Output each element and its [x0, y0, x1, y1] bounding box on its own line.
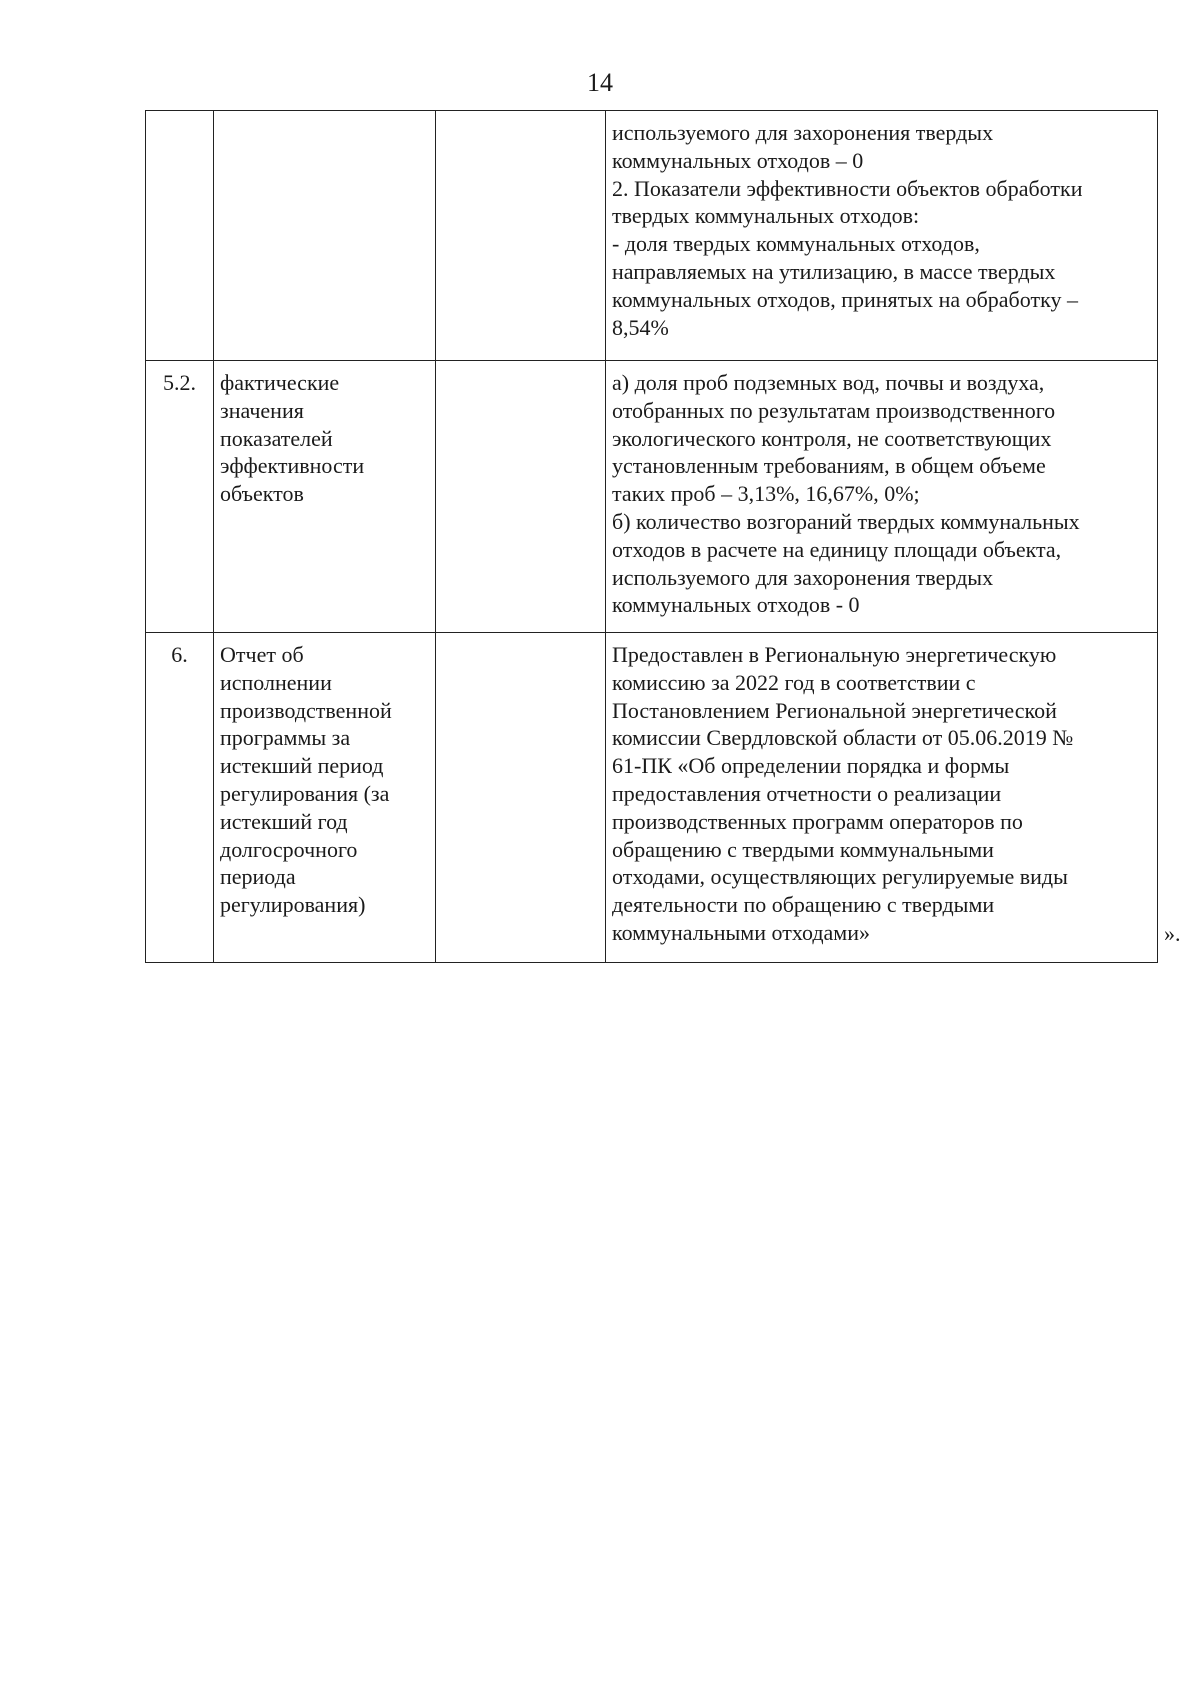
text-line: комиссии Свердловской области от 05.06.2019 №: [612, 725, 1074, 751]
text-line: значения: [220, 397, 304, 423]
empty-cell: [436, 111, 606, 361]
text-line: Предоставлен в Региональную энергетическую: [612, 642, 1057, 667]
text-line: программы за: [220, 725, 351, 751]
text-line: истекший период: [220, 753, 384, 779]
text-line: истекший год: [220, 808, 348, 834]
row-value-cell: [606, 111, 1158, 361]
text-line: таких проб – 3,13%, 16,67%, 0%;: [612, 481, 920, 507]
text-line: б) количество возгораний твердых коммунальных: [612, 508, 1080, 534]
text-line: объектов: [220, 481, 304, 507]
text-line: коммунальных отходов, принятых на обработку –: [612, 286, 1078, 312]
row-value-cell: [606, 633, 1158, 963]
document-table: [145, 110, 1158, 963]
text-line: 8,54%: [612, 314, 669, 340]
text-line: отходами, осуществляющих регулируемые виды: [612, 864, 1068, 890]
text-line: коммунальных отходов – 0: [612, 147, 864, 173]
table-row: [146, 361, 1158, 633]
text-line: предоставления отчетности о реализации: [612, 780, 1002, 806]
text-line: коммунальных отходов - 0: [612, 592, 860, 618]
table-row: [146, 111, 1158, 361]
row-number-cell: 6.: [146, 633, 214, 963]
text-line: 2. Показатели эффективности объектов обработки: [612, 175, 1083, 201]
row-number-cell: 5.2.: [146, 361, 214, 633]
text-line: деятельности по обращению с твердыми: [612, 892, 995, 918]
text-line: твердых коммунальных отходов:: [612, 203, 920, 229]
text-line: регулирования): [220, 892, 366, 918]
page-number: 14: [587, 68, 613, 97]
text-line: отобранных по результатам производственного: [612, 397, 1056, 423]
closing-quote: ».: [1164, 921, 1181, 946]
empty-cell: [436, 633, 606, 963]
text-line: периода: [220, 864, 296, 890]
text-line: комиссию за 2022 год в соответствии с: [612, 669, 976, 695]
text-line: эффективности: [220, 453, 365, 479]
text-line: используемого для захоронения твердых: [612, 120, 994, 145]
row-description-cell: [214, 111, 436, 361]
text-line: - доля твердых коммунальных отходов,: [612, 231, 980, 257]
row-description-cell: [214, 361, 436, 633]
text-line: показателей: [220, 425, 333, 451]
text-line: установленным требованиям, в общем объеме: [612, 453, 1046, 479]
text-line: производственных программ операторов по: [612, 808, 1023, 834]
text-line: исполнении: [220, 669, 332, 695]
text-line: отходов в расчете на единицу площади объекта,: [612, 536, 1062, 562]
text-line: экологического контроля, не соответствующих: [612, 425, 1052, 451]
empty-cell: [436, 361, 606, 633]
text-line: фактические: [220, 370, 340, 395]
text-line: обращению с твердыми коммунальными: [612, 836, 994, 862]
table-row: [146, 633, 1158, 963]
text-line: а) доля проб подземных вод, почвы и воздуха,: [612, 370, 1045, 395]
text-line: Постановлением Региональной энергетической: [612, 697, 1057, 723]
table-body: [146, 111, 1158, 963]
text-line: регулирования (за: [220, 780, 390, 806]
text-line: долгосрочного: [220, 836, 358, 862]
text-line: используемого для захоронения твердых: [612, 564, 994, 590]
row-value-cell: [606, 361, 1158, 633]
text-line: направляемых на утилизацию, в массе твердых: [612, 258, 1056, 284]
row-description-cell: [214, 633, 436, 963]
row-number-cell: [146, 111, 214, 361]
text-line: Отчет об: [220, 642, 304, 667]
text-line: коммунальными отходами»: [612, 919, 870, 945]
text-line: производственной: [220, 697, 392, 723]
text-line: 61-ПК «Об определении порядка и формы: [612, 753, 1010, 779]
